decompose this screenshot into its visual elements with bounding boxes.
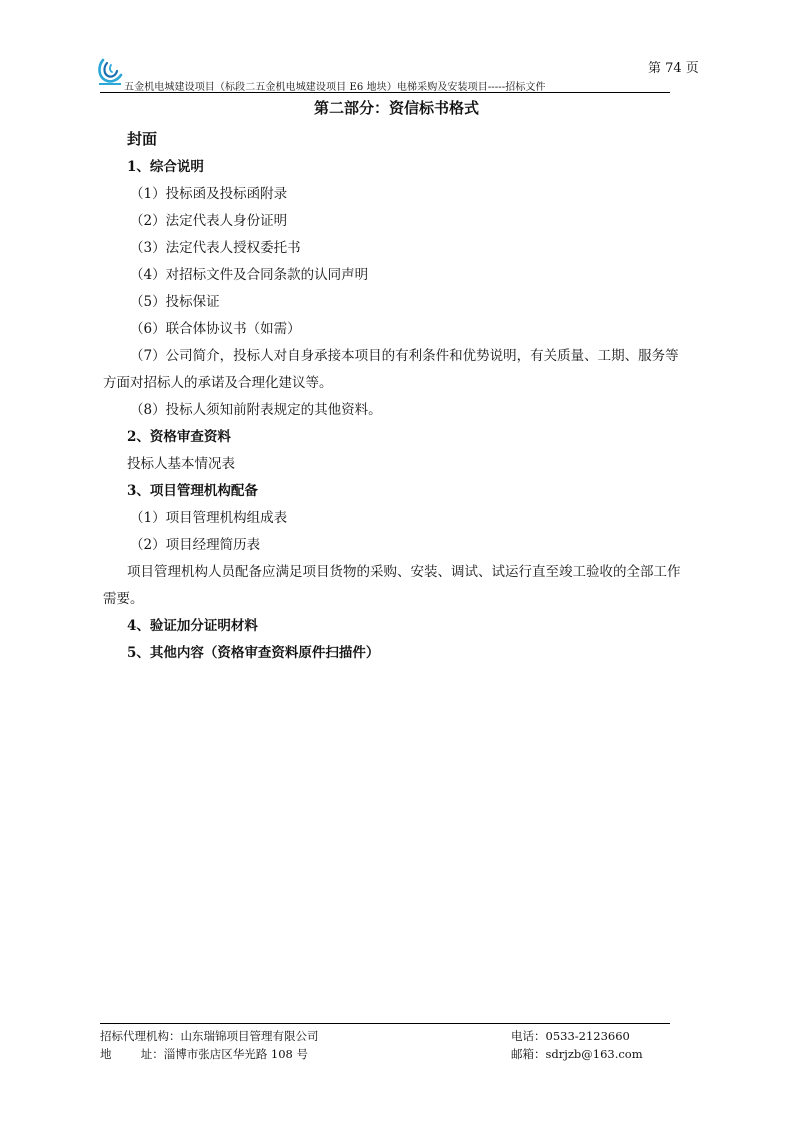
list-item-continuation: 方面对招标人的承诺及合理化建议等。 (103, 375, 333, 391)
section-5-heading: 5、其他内容（资格审查资料原件扫描件） (127, 645, 380, 661)
list-item: （1）投标函及投标函附录 (130, 186, 288, 202)
footer-address: 地 址：淄博市张店区华光路 108 号 (100, 1047, 309, 1061)
document-header-title: 五金机电城建设项目（标段二五金机电城建设项目 E6 地块）电梯采购及安装项目-----招标文件 (124, 82, 546, 93)
list-item: （8）投标人须知前附表规定的其他资料。 (130, 402, 382, 418)
section-3-paragraph-continuation: 需要。 (103, 591, 144, 607)
footer-right (511, 1027, 643, 1063)
section-2-text: 投标人基本情况表 (127, 456, 235, 472)
section-4-heading: 4、验证加分证明材料 (127, 618, 258, 634)
list-item: （6）联合体协议书（如需） (130, 321, 301, 337)
list-item: （4）对招标文件及合同条款的认同声明 (130, 267, 369, 283)
footer-divider (100, 1023, 670, 1024)
footer-agency: 招标代理机构：山东瑞锦项目管理有限公司 (100, 1029, 319, 1043)
list-item: （1）项目管理机构组成表 (130, 510, 288, 526)
list-item: （5）投标保证 (130, 294, 220, 310)
section-1-heading: 1、综合说明 (127, 159, 204, 175)
footer-left (100, 1027, 319, 1063)
page-number: 第 74 页 (648, 61, 699, 76)
document-body (103, 124, 702, 667)
list-item: （7）公司简介，投标人对自身承接本项目的有利条件和优势说明，有关质量、工期、服务等 (130, 348, 679, 364)
header-divider (100, 92, 670, 93)
footer-email: 邮箱：sdrjzb@163.com (511, 1047, 643, 1061)
list-item: （3）法定代表人授权委托书 (130, 240, 301, 256)
list-item: （2）项目经理简历表 (130, 537, 261, 553)
footer-phone: 电话：0533-2123660 (511, 1029, 630, 1043)
cover-heading: 封面 (127, 130, 158, 148)
section-2-heading: 2、资格审查资料 (127, 429, 231, 445)
list-item: （2）法定代表人身份证明 (130, 213, 288, 229)
company-logo-icon (97, 56, 125, 86)
section-3-paragraph: 项目管理机构人员配备应满足项目货物的采购、安装、调试、试运行直至竣工验收的全部工作 (127, 564, 681, 580)
section-3-heading: 3、项目管理机构配备 (127, 483, 258, 499)
section-title: 第二部分：资信标书格式 (313, 99, 479, 117)
